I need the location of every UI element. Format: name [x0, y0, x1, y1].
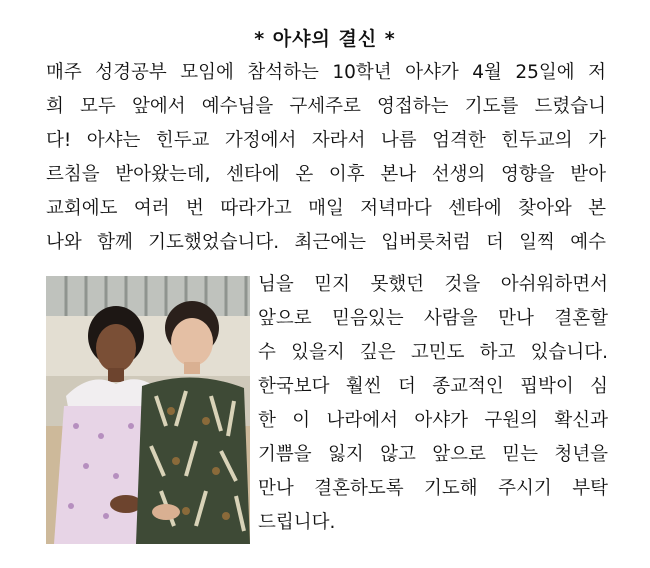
- body-line: 교회에도 여러 번 따라가고 매일 저녁마다 센타에 찾아와 본: [46, 198, 606, 219]
- body-line: 나와 함께 기도했었습니다. 최근에는 입버릇처럼 더 일찍 예수: [46, 232, 606, 253]
- body-line: 님을 믿지 못했던 것을 아쉬워하면서: [258, 274, 608, 295]
- article-title: * 아샤의 결신 *: [254, 28, 396, 50]
- body-line: 한 이 나라에서 아샤가 구원의 확신과: [258, 410, 608, 431]
- body-line: 만나 결혼하도록 기도해 주시기 부탁: [258, 478, 608, 499]
- body-line: 앞으로 믿음있는 사람을 만나 결혼할: [258, 308, 608, 329]
- body-line: 다! 아샤는 힌두교 가정에서 자라서 나름 엄격한 힌두교의 가: [46, 130, 606, 151]
- body-line: 희 모두 앞에서 예수님을 구세주로 영접하는 기도를 드렸습니: [46, 96, 606, 117]
- body-line: 한국보다 훨씬 더 종교적인 핍박이 심: [258, 376, 608, 397]
- body-line: 수 있을지 깊은 고민도 하고 있습니다.: [258, 342, 608, 363]
- body-line: 르침을 받아왔는데, 센타에 온 이후 본나 선생의 영향을 받아: [46, 164, 606, 185]
- body-line: 기쁨을 잃지 않고 앞으로 믿는 청년을: [258, 444, 608, 465]
- body-line: 매주 성경공부 모임에 참석하는 10학년 아샤가 4월 25일에 저: [46, 62, 606, 83]
- body-line: 드립니다.: [258, 512, 336, 533]
- photo-two-women: [46, 276, 250, 544]
